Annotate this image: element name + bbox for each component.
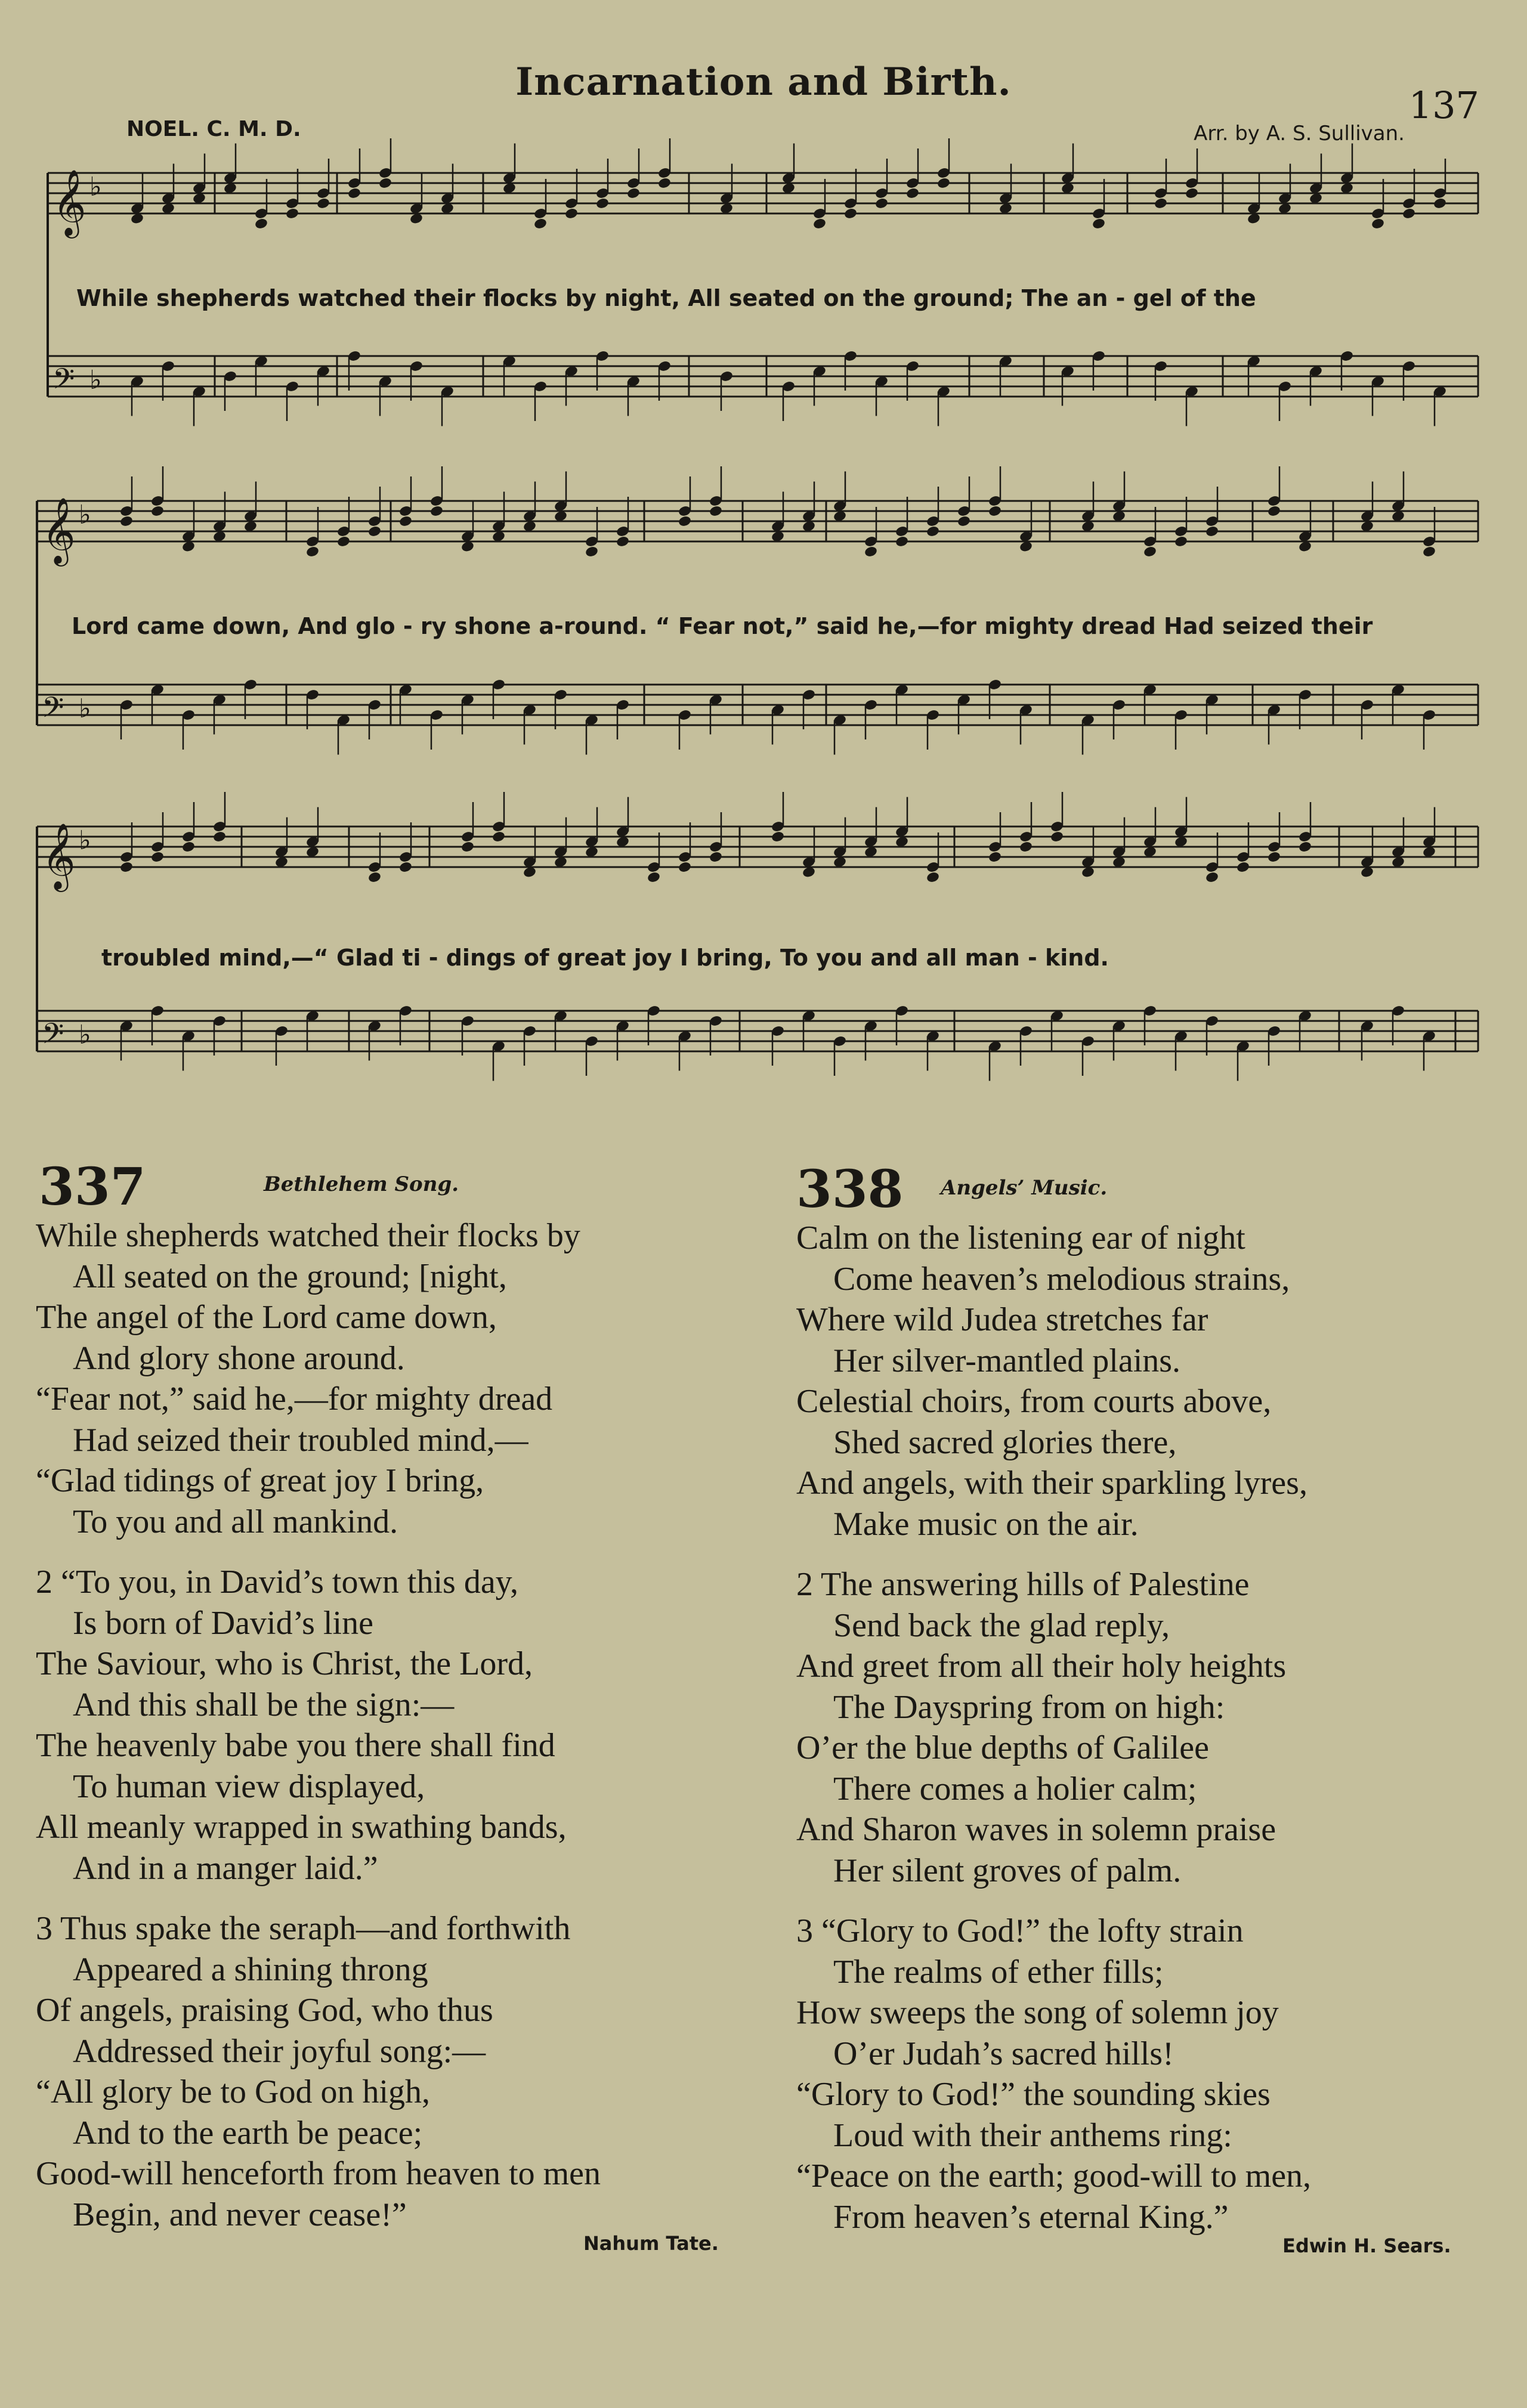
note-head	[678, 861, 692, 874]
verse-line: And to the earth be peace;	[73, 2114, 423, 2152]
note-head	[771, 831, 785, 843]
verse-line: And in a manger laid.”	[73, 1849, 378, 1887]
hymn-338-verse-1	[796, 1218, 1307, 1545]
music-lyric-line-1: While shepherds watched their flocks by night, All seated on the ground; The an - gel of the	[76, 285, 1256, 311]
note-head	[1422, 546, 1436, 558]
note-head	[1236, 861, 1250, 874]
hymn-337-verse-1	[36, 1215, 580, 1542]
bass-clef-icon: 𝄢	[42, 691, 64, 731]
verse-line: And glory shone around.	[73, 1339, 405, 1377]
verse-line: Loud with their anthems ring:	[833, 2116, 1232, 2154]
verse-line: Is born of David’s line	[73, 1604, 373, 1642]
verse-line: Of angels, praising God, who thus	[36, 1992, 493, 2029]
verse-line: Send back the glad reply,	[833, 1607, 1170, 1644]
verse-line: And this shall be the sign:—	[73, 1686, 455, 1723]
verse-line: The heavenly babe you there shall find	[36, 1727, 555, 1764]
verse-line: The Saviour, who is Christ, the Lord,	[36, 1645, 533, 1682]
note-head	[429, 505, 444, 518]
verse-line: While shepherds watched their flocks by	[36, 1217, 580, 1254]
verse-line: To human view displayed,	[73, 1768, 425, 1805]
verse-line: 2 The answering hills of Palestine	[796, 1566, 1250, 1603]
verse-line: The Dayspring from on high:	[833, 1688, 1225, 1726]
hymn-author: Nahum Tate.	[583, 2232, 719, 2255]
verse-line: “Glory to God!” the sounding skies	[796, 2076, 1271, 2113]
note-head	[398, 861, 413, 874]
note-head	[1298, 841, 1312, 853]
flat-icon: ♭	[79, 500, 91, 530]
note-head	[1205, 525, 1219, 538]
verse-line: How sweeps the song of solemn joy	[796, 1994, 1279, 2031]
note-head	[460, 841, 475, 853]
note-head	[926, 871, 940, 884]
verse-line: Begin, and never cease!”	[73, 2196, 407, 2233]
verse-line: Addressed their joyful song:—	[73, 2032, 486, 2070]
verse-line: 3 “Glory to God!” the lofty strain	[796, 1912, 1244, 1949]
hymn-subtitle: Bethlehem Song.	[264, 1172, 459, 1196]
note-head	[812, 218, 827, 230]
verse-line: Her silver-mantled plains.	[833, 1342, 1181, 1379]
note-head	[957, 515, 971, 528]
arranger-credit: Arr. by A. S. Sullivan.	[1194, 122, 1405, 146]
flat-icon: ♭	[79, 825, 91, 856]
section-title: Incarnation and Birth.	[515, 60, 1012, 104]
verse-line: Her silent groves of palm.	[833, 1852, 1182, 1889]
verse-line: And angels, with their sparkling lyres,	[796, 1465, 1307, 1502]
note-head	[1205, 871, 1219, 884]
verse-line: Where wild Judea stretches far	[796, 1301, 1208, 1338]
treble-clef-icon: 𝄞	[52, 169, 86, 236]
note-head	[150, 505, 165, 518]
verse-line: 2 “To you, in David’s town this day,	[36, 1564, 519, 1601]
verse-line: From heaven’s eternal King.”	[833, 2198, 1229, 2236]
note-head	[533, 218, 548, 230]
bass-clef-icon: 𝄢	[42, 1017, 64, 1057]
note-head	[1267, 505, 1281, 518]
note-head	[678, 515, 692, 528]
note-head	[492, 831, 506, 843]
flat-icon: ♭	[89, 172, 102, 202]
verse-line: The realms of ether fills;	[833, 1953, 1164, 1991]
note-head	[212, 831, 227, 843]
note-head	[378, 177, 392, 190]
note-head	[988, 505, 1002, 518]
note-head	[305, 546, 320, 558]
note-head	[647, 871, 661, 884]
treble-clef-icon: 𝄞	[42, 822, 76, 889]
flat-icon: ♭	[79, 1020, 91, 1050]
note-head	[285, 208, 299, 220]
verse-line: And greet from all their holy heights	[796, 1648, 1287, 1685]
verse-line: Come heaven’s melodious strains,	[833, 1260, 1290, 1298]
note-head	[616, 536, 630, 548]
hymn-337-verse-3	[36, 1908, 601, 2235]
note-head	[1433, 197, 1447, 210]
verse-line: The angel of the Lord came down,	[36, 1299, 497, 1336]
verse-line: Calm on the listening ear of night	[796, 1220, 1245, 1256]
verse-line: “All glory be to God on high,	[36, 2073, 431, 2110]
note-head	[936, 177, 951, 190]
note-head	[564, 208, 579, 220]
bass-clef-icon: 𝄢	[52, 362, 75, 403]
hymn-number: 337	[39, 1157, 146, 1217]
verse-line: Make music on the air.	[833, 1505, 1139, 1543]
note-head	[864, 546, 878, 558]
note-head	[1154, 197, 1168, 210]
note-head	[905, 187, 920, 200]
note-head	[657, 177, 672, 190]
hymn-subtitle: Angels’ Music.	[941, 1176, 1108, 1200]
note-head	[1174, 536, 1188, 548]
hymn-338-verse-2	[796, 1564, 1286, 1891]
verse-line: Had seized their troubled mind,—	[73, 1421, 528, 1459]
note-head	[709, 505, 723, 518]
note-head	[150, 851, 165, 863]
note-head	[367, 871, 382, 884]
note-head	[1019, 841, 1033, 853]
verse-line: Appeared a shining throng	[73, 1951, 428, 1988]
hymn-337-verse-2	[36, 1562, 567, 1889]
verse-line: “Glad tidings of great joy I bring,	[36, 1462, 484, 1499]
verse-line: Shed sacred glories there,	[833, 1423, 1177, 1461]
verse-line: All meanly wrapped in swathing bands,	[36, 1809, 567, 1846]
verse-line: O’er Judah’s sacred hills!	[833, 2035, 1174, 2072]
note-head	[895, 536, 909, 548]
note-head	[119, 861, 134, 874]
note-head	[1402, 208, 1416, 220]
note-head	[181, 841, 196, 853]
verse-line: And Sharon waves in solemn praise	[796, 1811, 1276, 1848]
note-head	[254, 218, 268, 230]
note-head	[595, 197, 610, 210]
note-head	[1050, 831, 1064, 843]
note-head	[926, 525, 940, 538]
note-head	[626, 187, 641, 200]
note-head	[1267, 851, 1281, 863]
verse-line: There comes a holier calm;	[833, 1770, 1197, 1807]
music-score	[0, 0, 1527, 1169]
note-head	[585, 546, 599, 558]
note-head	[874, 197, 889, 210]
page-number: 137	[1408, 83, 1479, 127]
verse-line: To you and all mankind.	[73, 1503, 398, 1540]
verse-line: Good-will henceforth from heaven to men	[36, 2155, 601, 2192]
verse-line: Celestial choirs, from courts above,	[796, 1383, 1272, 1420]
hymn-338-verse-3	[796, 1911, 1311, 2237]
note-head	[1143, 546, 1157, 558]
note-head	[316, 197, 330, 210]
verse-line: 3 Thus spake the seraph—and forthwith	[36, 1910, 571, 1947]
note-head	[1371, 218, 1385, 230]
note-head	[843, 208, 858, 220]
note-head	[1185, 187, 1199, 200]
flat-icon: ♭	[79, 694, 91, 724]
verse-line: “Fear not,” said he,—for mighty dread	[36, 1381, 553, 1417]
note-head	[709, 851, 723, 863]
verse-line: O’er the blue depths of Galilee	[796, 1729, 1209, 1766]
verse-line: “Peace on the earth; good-will to men,	[796, 2158, 1312, 2195]
note-head	[367, 525, 382, 538]
note-head	[336, 536, 351, 548]
note-head	[119, 515, 134, 528]
treble-clef-icon: 𝄞	[42, 497, 76, 564]
hymn-author: Edwin H. Sears.	[1282, 2234, 1451, 2257]
music-lyric-line-2: Lord came down, And glo - ry shone a-round. “ Fear not,” said he,—for mighty dread Had seized their	[72, 613, 1373, 639]
note-head	[1092, 218, 1106, 230]
flat-icon: ♭	[89, 365, 102, 395]
verse-line: All seated on the ground; [night,	[73, 1258, 507, 1295]
music-lyric-line-3: troubled mind,—“ Glad ti - dings of great joy I bring, To you and all man - kind.	[101, 945, 1109, 971]
note-head	[988, 851, 1002, 863]
note-head	[398, 515, 413, 528]
hymn-number: 338	[796, 1159, 904, 1220]
tune-meta: NOEL. C. M. D.	[126, 117, 301, 141]
note-head	[347, 187, 361, 200]
